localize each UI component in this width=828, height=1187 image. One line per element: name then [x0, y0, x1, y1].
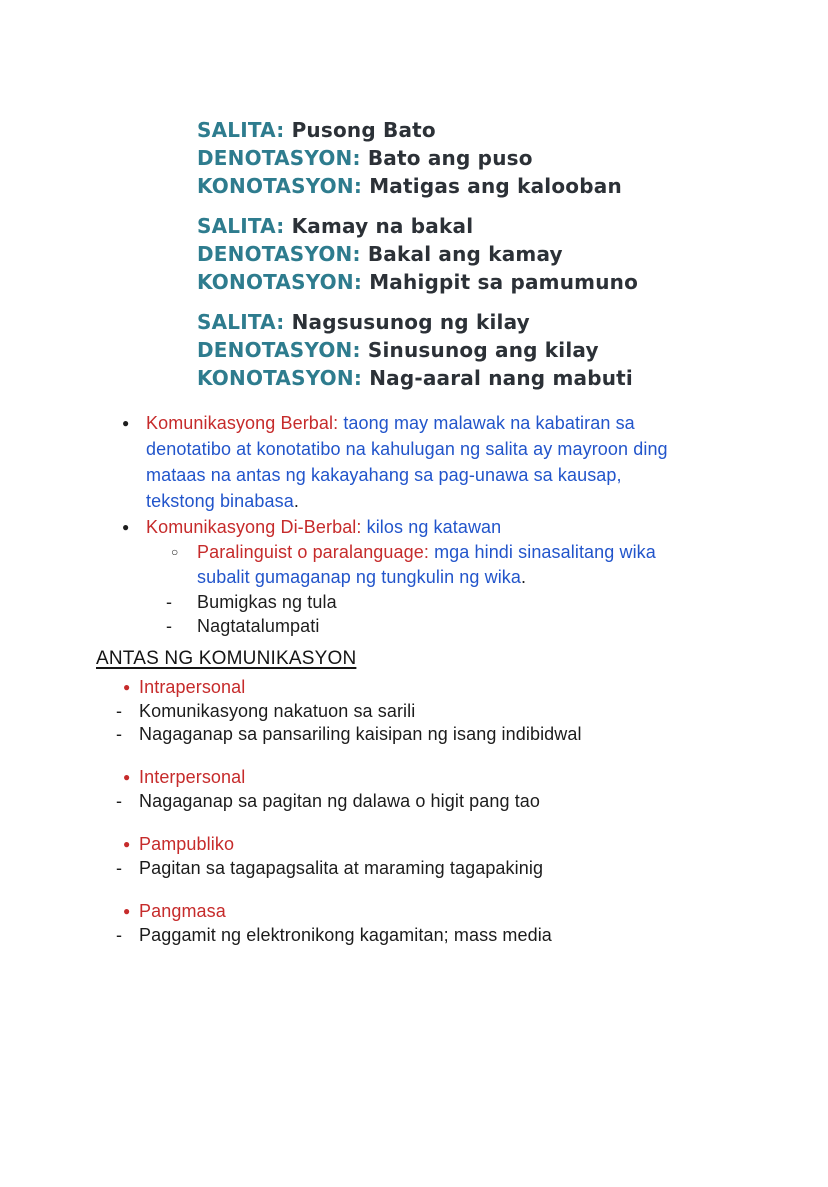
bullet-icon: ● [122, 416, 130, 430]
document-page [0, 116, 828, 947]
word-group-pusong-bato [197, 116, 828, 200]
konotasyon-value: Mahigpit sa pamumuno [369, 270, 639, 294]
bullet-icon: ● [122, 520, 130, 534]
point-text: Paggamit ng elektronikong kagamitan; mass media [139, 925, 552, 945]
section-title [123, 674, 828, 700]
section-pampubliko [116, 831, 828, 880]
dash-icon: - [116, 701, 123, 721]
section-intrapersonal [116, 674, 828, 746]
list-item-paralinguist [171, 540, 691, 590]
word-group-nagsusunog-ng-kilay [197, 308, 828, 392]
berbal-period: . [293, 491, 299, 511]
word-group-kamay-na-bakal [197, 212, 828, 296]
komunikasyon-list [122, 410, 691, 638]
konotasyon-label: KONOTASYON: [197, 366, 363, 390]
konotasyon-label: KONOTASYON: [197, 174, 363, 198]
denotasyon-value: Bato ang puso [367, 146, 533, 170]
berbal-text: taong may malawak na kabatiran sa denotatibo at konotatibo na kahulugan ng salita ay mayroon ding mataas na antas ng kakayahang sa pag-unawa sa kausap, tekstong binabasa [146, 413, 668, 511]
note-line [197, 172, 828, 200]
konotasyon-value: Nag-aaral nang mabuti [369, 366, 633, 390]
point-text: Pagitan sa tagapagsalita at maraming tagapakinig [139, 858, 544, 878]
salita-value: Pusong Bato [291, 118, 436, 142]
dash-item-text: Nagtatalumpati [197, 616, 320, 636]
section-interpersonal [116, 764, 828, 813]
point-text: Nagaganap sa pagitan ng dalawa o higit pang tao [139, 791, 541, 811]
section-title-text: Pangmasa [139, 901, 226, 921]
point-text: Komunikasyong nakatuon sa sarili [139, 701, 416, 721]
salita-value: Nagsusunog ng kilay [291, 310, 530, 334]
dash-icon: - [116, 791, 123, 811]
di-berbal-label: Komunikasyong Di-Berbal: [146, 517, 362, 537]
di-berbal-text: kilos ng katawan [361, 517, 502, 537]
denotasyon-value: Sinusunog ang kilay [367, 338, 599, 362]
paralinguist-text: mga hindi sinasalitang wika subalit gumaganap ng tungkulin ng wika [197, 542, 656, 587]
list-item-nagtatalumpati [166, 614, 691, 638]
section-point [116, 700, 828, 723]
salita-value: Kamay na bakal [291, 214, 474, 238]
note-line [197, 144, 828, 172]
list-item-bumigkas [166, 590, 691, 614]
dash-icon: - [166, 616, 173, 636]
denotasyon-label: DENOTASYON: [197, 242, 361, 266]
antas-heading: ANTAS NG KOMUNIKASYON [96, 648, 357, 669]
note-line [197, 336, 828, 364]
section-point [116, 723, 828, 746]
section-title [123, 898, 828, 924]
section-title [123, 831, 828, 857]
pasted-notes-image [197, 116, 828, 392]
denotasyon-label: DENOTASYON: [197, 146, 361, 170]
bullet-icon: ● [123, 904, 131, 918]
salita-label: SALITA: [197, 214, 285, 238]
note-line [197, 116, 828, 144]
section-point [116, 790, 828, 813]
note-line [197, 240, 828, 268]
section-pangmasa [116, 898, 828, 947]
dash-item-text: Bumigkas ng tula [197, 592, 337, 612]
di-berbal-dash-list [166, 590, 691, 638]
paralinguist-period: . [521, 567, 527, 587]
point-text: Nagaganap sa pansariling kaisipan ng isang indibidwal [139, 724, 582, 744]
circle-bullet-icon: ○ [171, 545, 179, 559]
note-line [197, 268, 828, 296]
bullet-icon: ● [123, 770, 131, 784]
dash-icon: - [116, 724, 123, 744]
paralinguist-label: Paralinguist o paralanguage: [197, 542, 429, 562]
section-title [123, 764, 828, 790]
note-line [197, 364, 828, 392]
dash-icon: - [116, 925, 123, 945]
section-title-text: Interpersonal [139, 767, 246, 787]
dash-icon: - [116, 858, 123, 878]
section-point [116, 857, 828, 880]
di-berbal-sub-list [171, 540, 691, 590]
denotasyon-value: Bakal ang kamay [367, 242, 563, 266]
list-item-berbal [122, 410, 691, 514]
note-line [197, 212, 828, 240]
konotasyon-label: KONOTASYON: [197, 270, 363, 294]
list-item-di-berbal [122, 514, 691, 540]
note-line [197, 308, 828, 336]
section-title-text: Pampubliko [139, 834, 235, 854]
bullet-icon: ● [123, 680, 131, 694]
konotasyon-value: Matigas ang kalooban [369, 174, 622, 198]
salita-label: SALITA: [197, 118, 285, 142]
salita-label: SALITA: [197, 310, 285, 334]
section-point [116, 924, 828, 947]
bullet-icon: ● [123, 837, 131, 851]
section-title-text: Intrapersonal [139, 677, 246, 697]
dash-icon: - [166, 592, 173, 612]
berbal-label: Komunikasyong Berbal: [146, 413, 339, 433]
denotasyon-label: DENOTASYON: [197, 338, 361, 362]
